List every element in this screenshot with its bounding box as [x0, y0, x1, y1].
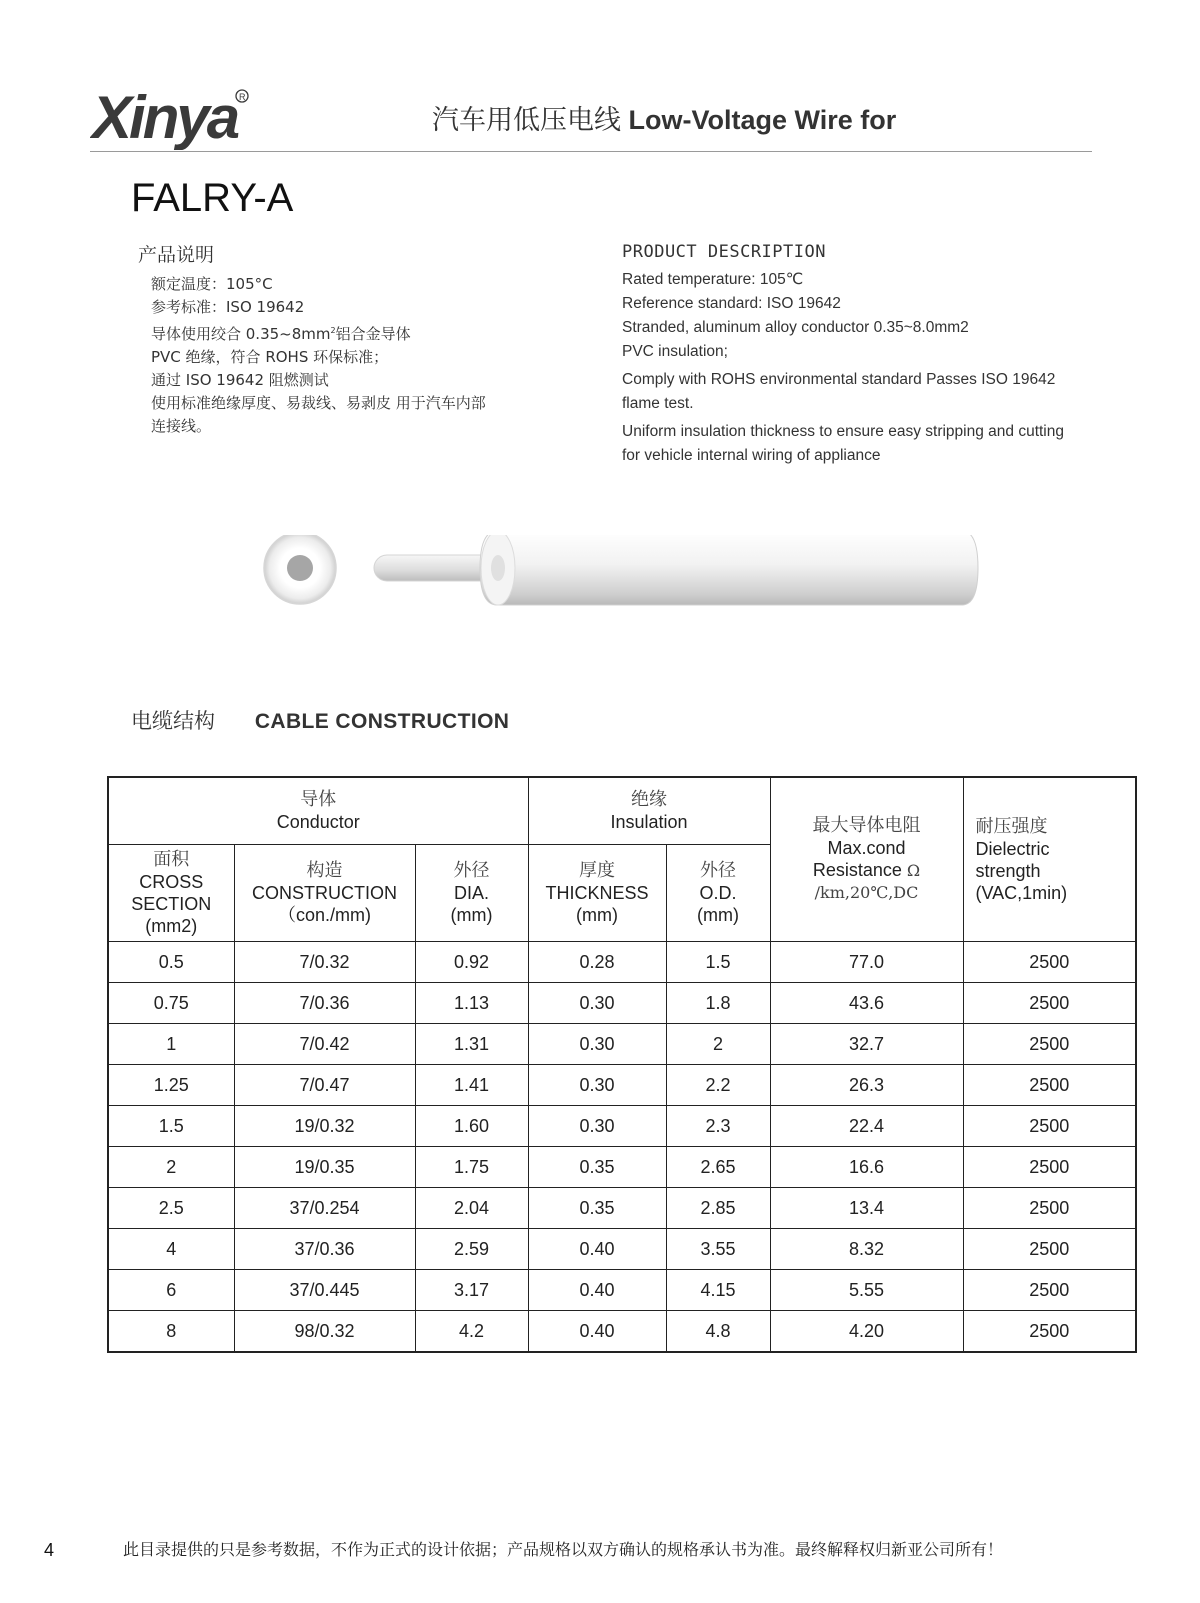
cell-thickness: 0.30: [528, 1106, 666, 1147]
xinya-logo: [90, 80, 250, 150]
cell-thickness: 0.30: [528, 983, 666, 1024]
product-description-cn: [138, 240, 558, 438]
header-resistance: 最大导体电阻 Max.cond Resistance Ω /km,20℃,DC: [770, 777, 963, 942]
cell-construction: 19/0.35: [234, 1147, 415, 1188]
cell-construction: 7/0.32: [234, 942, 415, 983]
footer-disclaimer: 此目录提供的只是参考数据，不作为正式的设计依据；产品规格以双方确认的规格承认书为准。最终解释权归新亚公司所有！: [123, 1540, 1004, 1559]
table-header-row: [108, 777, 1136, 845]
cell-construction: 7/0.47: [234, 1065, 415, 1106]
page-header-title: [432, 98, 896, 137]
cell-construction: 37/0.445: [234, 1270, 415, 1311]
cell-dia: 2.04: [415, 1188, 528, 1229]
cell-resistance: 77.0: [770, 942, 963, 983]
cell-dia: 2.59: [415, 1229, 528, 1270]
cell-od: 4.8: [666, 1311, 770, 1353]
header-dielectric: 耐压强度 Dielectric strength (VAC,1min): [963, 777, 1136, 942]
cell-resistance: 22.4: [770, 1106, 963, 1147]
header-thickness: 厚度 THICKNESS (mm): [528, 845, 666, 942]
cell-od: 2.3: [666, 1106, 770, 1147]
cell-cross-section: 2: [108, 1147, 234, 1188]
header-conductor-dia: 外径 DIA. (mm): [415, 845, 528, 942]
cell-dia: 4.2: [415, 1311, 528, 1353]
cell-thickness: 0.40: [528, 1270, 666, 1311]
cell-od: 2: [666, 1024, 770, 1065]
cell-resistance: 4.20: [770, 1311, 963, 1353]
section-title-cn: 电缆结构: [131, 709, 215, 733]
cell-cross-section: 6: [108, 1270, 234, 1311]
cell-od: 2.85: [666, 1188, 770, 1229]
cell-dia: 1.31: [415, 1024, 528, 1065]
header-outer-dia: 外径 O.D. (mm): [666, 845, 770, 942]
cell-dielectric: 2500: [963, 1024, 1136, 1065]
cell-resistance: 26.3: [770, 1065, 963, 1106]
description-cn-line: 通过 ISO 19642 阻燃测试: [151, 371, 329, 389]
table-row: [108, 1311, 1136, 1353]
product-description-en: [622, 242, 1112, 468]
description-en-heading: PRODUCT DESCRIPTION: [622, 242, 826, 262]
header-construction: 构造 CONSTRUCTION （con./mm): [234, 845, 415, 942]
description-en-line: Reference standard: ISO 19642: [622, 295, 841, 312]
table-row: [108, 942, 1136, 983]
cell-cross-section: 2.5: [108, 1188, 234, 1229]
description-en-line: Uniform insulation thickness to ensure easy stripping and cutting: [622, 423, 1064, 440]
page-number: 4: [44, 1540, 55, 1560]
cell-thickness: 0.35: [528, 1188, 666, 1229]
table-row: [108, 1065, 1136, 1106]
cell-dielectric: 2500: [963, 1188, 1136, 1229]
description-en-line: Stranded, aluminum alloy conductor 0.35~8.0mm2: [622, 319, 969, 336]
cell-cross-section: 1: [108, 1024, 234, 1065]
cell-cross-section: 1.5: [108, 1106, 234, 1147]
cell-thickness: 0.35: [528, 1147, 666, 1188]
description-en-line: for vehicle internal wiring of appliance: [622, 447, 881, 464]
header-conductor: 导体 Conductor: [108, 777, 528, 845]
cell-thickness: 0.30: [528, 1065, 666, 1106]
model-title: FALRY-A: [131, 176, 294, 220]
cell-dielectric: 2500: [963, 1106, 1136, 1147]
cell-cross-section: 8: [108, 1311, 234, 1353]
cell-resistance: 32.7: [770, 1024, 963, 1065]
cell-cross-section: 0.75: [108, 983, 234, 1024]
cell-dia: 1.60: [415, 1106, 528, 1147]
description-cn-line: PVC 绝缘，符合 ROHS 环保标准；: [151, 348, 389, 366]
table-row: [108, 1024, 1136, 1065]
description-cn-line: 参考标准：ISO 19642: [151, 298, 305, 316]
header-title-cn: 汽车用低压电线: [432, 105, 621, 136]
cell-construction: 7/0.42: [234, 1024, 415, 1065]
cell-od: 2.2: [666, 1065, 770, 1106]
cell-dielectric: 2500: [963, 1147, 1136, 1188]
cross-section-icon: [264, 535, 336, 604]
cell-thickness: 0.40: [528, 1229, 666, 1270]
cell-dia: 1.75: [415, 1147, 528, 1188]
cell-dielectric: 2500: [963, 1311, 1136, 1353]
description-cn-line: 连接线。: [151, 417, 212, 435]
cell-thickness: 0.28: [528, 942, 666, 983]
wire-side-view-icon: [374, 535, 978, 605]
cell-construction: 7/0.36: [234, 983, 415, 1024]
svg-text:R: R: [239, 92, 246, 102]
table-row: [108, 1188, 1136, 1229]
cell-resistance: 43.6: [770, 983, 963, 1024]
cell-thickness: 0.40: [528, 1311, 666, 1353]
table-row: [108, 983, 1136, 1024]
cell-od: 1.5: [666, 942, 770, 983]
cell-resistance: 13.4: [770, 1188, 963, 1229]
cell-od: 4.15: [666, 1270, 770, 1311]
cell-dia: 0.92: [415, 942, 528, 983]
table-row: [108, 1106, 1136, 1147]
cell-cross-section: 1.25: [108, 1065, 234, 1106]
header-insulation: 绝缘 Insulation: [528, 777, 770, 845]
cable-construction-table: [107, 776, 1137, 1353]
cell-construction: 37/0.36: [234, 1229, 415, 1270]
cell-dielectric: 2500: [963, 1229, 1136, 1270]
section-title: [131, 705, 509, 735]
logo-wordmark: Xinya: [92, 84, 238, 150]
cell-construction: 19/0.32: [234, 1106, 415, 1147]
section-title-en: CABLE CONSTRUCTION: [254, 710, 510, 733]
description-en-line: Comply with ROHS environmental standard Passes ISO 19642: [622, 371, 1056, 388]
cell-dia: 3.17: [415, 1270, 528, 1311]
cell-dielectric: 2500: [963, 983, 1136, 1024]
header-cross-section: 面积 CROSS SECTION (mm2): [108, 845, 234, 942]
description-en-line: flame test.: [622, 395, 694, 412]
description-en-line: Rated temperature: 105℃: [622, 271, 804, 288]
cell-dia: 1.41: [415, 1065, 528, 1106]
cell-od: 3.55: [666, 1229, 770, 1270]
cell-cross-section: 0.5: [108, 942, 234, 983]
cell-resistance: 5.55: [770, 1270, 963, 1311]
table-row: [108, 1270, 1136, 1311]
cell-resistance: 16.6: [770, 1147, 963, 1188]
cell-od: 1.8: [666, 983, 770, 1024]
description-cn-line: 导体使用绞合 $0.35\sim 8mm^2$铝合金导体: [151, 325, 411, 343]
cell-resistance: 8.32: [770, 1229, 963, 1270]
cell-thickness: 0.30: [528, 1024, 666, 1065]
header-title-en: Low-Voltage Wire for: [628, 105, 897, 135]
cell-dielectric: 2500: [963, 1270, 1136, 1311]
cell-cross-section: 4: [108, 1229, 234, 1270]
header-divider: [90, 151, 1092, 152]
cell-od: 2.65: [666, 1147, 770, 1188]
description-cn-line: 使用标准绝缘厚度、易裁线、易剥皮 用于汽车内部: [151, 394, 486, 412]
cell-dia: 1.13: [415, 983, 528, 1024]
wire-illustration: [262, 535, 1022, 645]
cell-dielectric: 2500: [963, 1065, 1136, 1106]
description-en-line: PVC insulation;: [622, 343, 728, 360]
description-cn-line: 额定温度：105°C: [151, 275, 273, 293]
table-row: [108, 1147, 1136, 1188]
description-cn-heading: 产品说明: [138, 244, 215, 266]
table-row: [108, 1229, 1136, 1270]
cell-construction: 37/0.254: [234, 1188, 415, 1229]
cell-construction: 98/0.32: [234, 1311, 415, 1353]
cell-dielectric: 2500: [963, 942, 1136, 983]
